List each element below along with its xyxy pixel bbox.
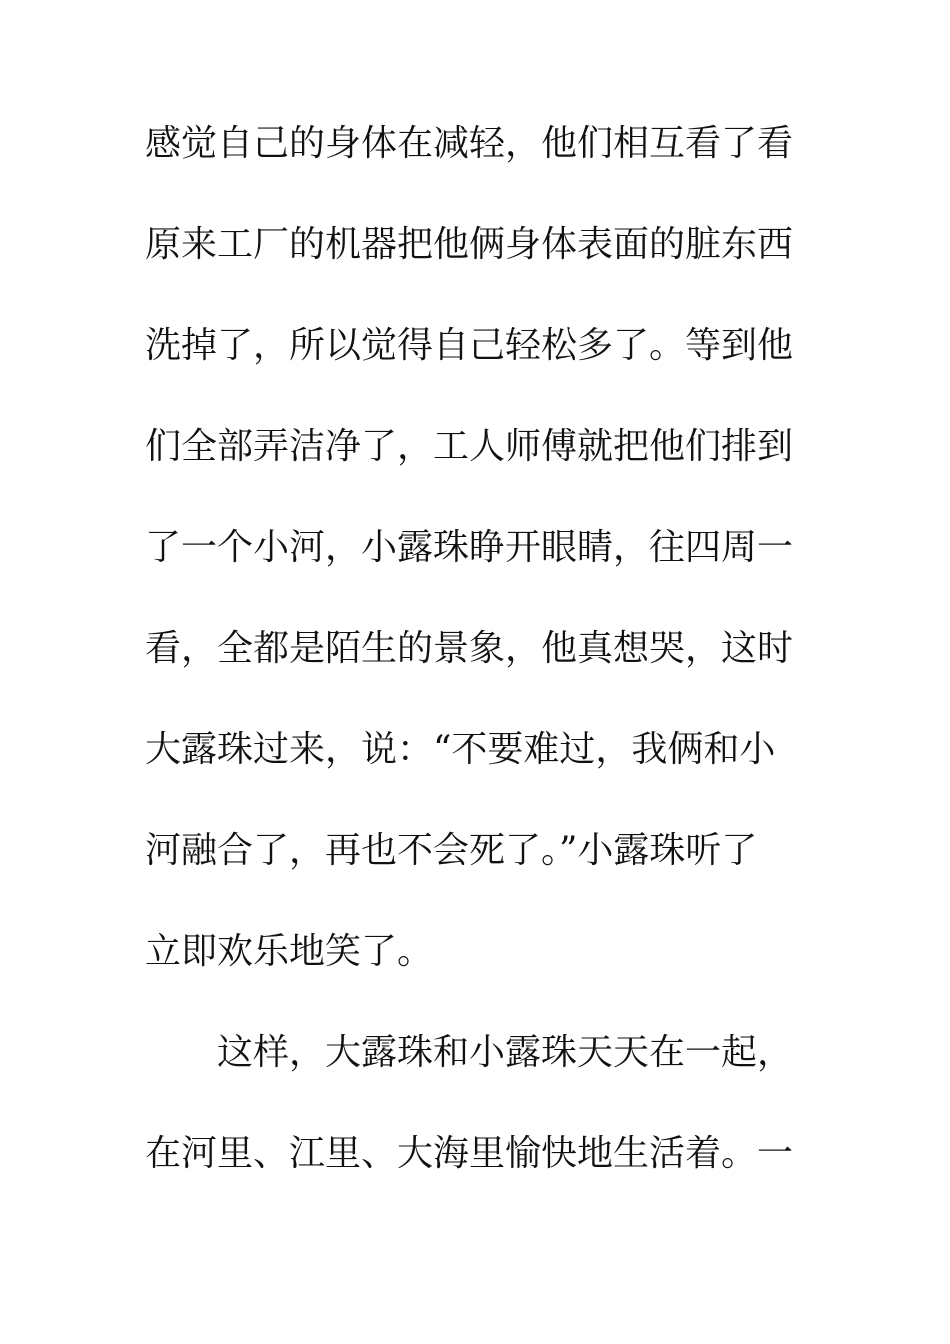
text-line: 原来工厂的机器把他俩身体表面的脏东西 [145,224,794,265]
text-line: 们全部弄洁净了，工人师傅就把他们排到 [145,426,794,467]
text-line: 立即欢乐地笑了。 [145,931,434,972]
text-line: 在河里、江里、大海里愉快地生活着。一 [145,1133,794,1174]
text-line: 了一个小河，小露珠睁开眼睛，往四周一 [145,527,794,568]
text-line: 洗掉了，所以觉得自己轻松多了。等到他 [145,325,794,366]
paragraph-first-line: 这样，大露珠和小露珠天天在一起， [217,1032,794,1073]
text-line: 河融合了，再也不会死了。”小露珠听了 [145,830,758,871]
body-text [145,124,815,1235]
text-line: 感觉自己的身体在减轻，他们相互看了看 [145,123,794,164]
text-line: 看，全都是陌生的景象，他真想哭，这时 [145,628,794,669]
text-line: 大露珠过来，说：“不要难过，我俩和小 [145,729,776,770]
